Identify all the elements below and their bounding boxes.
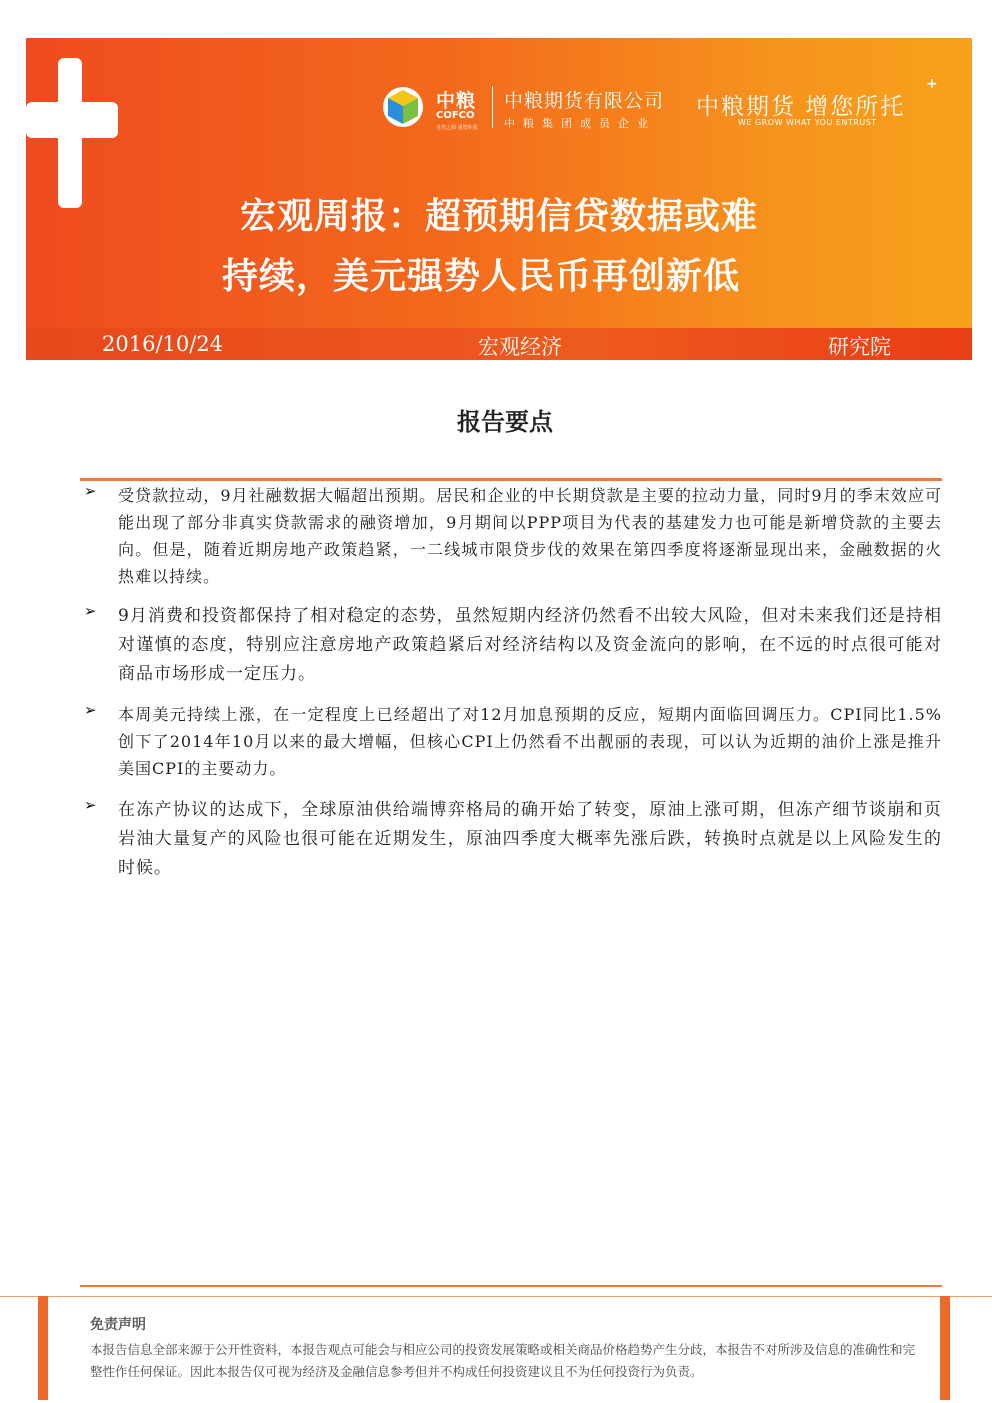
- report-title-line-2: 持续，美元强势人民币再创新低: [222, 255, 741, 297]
- disclaimer-title: 免责声明: [90, 1317, 146, 1333]
- footer-bar-right: [940, 1296, 950, 1400]
- plus-decoration-horizontal: [26, 102, 118, 138]
- section-title: 报告要点: [457, 407, 553, 436]
- report-category: 宏观经济: [478, 335, 562, 359]
- arrow-bullet-icon: ➢: [84, 482, 97, 500]
- logo-text-cn: 中粮: [436, 90, 477, 112]
- divider-bottom: [80, 1285, 942, 1287]
- list-item-text: 在冻产协议的达成下，全球原油供给端博弈格局的确开始了转变，原油上涨可期，但冻产细节谈崩和页岩油大量复产的风险也很可能在近期发生，原油四季度大概率先涨后跌，转换时点就是以上风险发生的时候。: [118, 800, 942, 878]
- list-item-text: 受贷款拉动，9月社融数据大幅超出预期。居民和企业的中长期贷款是主要的拉动力量，同时9月的季末效应可能出现了部分非真实贷款需求的融资增加，9月期间以PPP项目为代表的基建发力也可能是新增贷款的主要去向。但是，随着近期房地产政策趋紧，一二线城市限贷步伐的效果在第四季度将逐渐显现出来，金融数据的火热难以持续。: [118, 486, 942, 586]
- report-department: 研究院: [828, 335, 891, 359]
- arrow-bullet-icon: ➢: [84, 796, 97, 814]
- logo-text-en: COFCO: [436, 110, 475, 121]
- report-title-line-1: 宏观周报：超预期信贷数据或难: [240, 195, 759, 237]
- list-item: [80, 796, 942, 883]
- slogan-en: WE GROW WHAT YOU ENTRUST: [738, 118, 877, 127]
- list-item-text: 本周美元持续上涨，在一定程度上已经超出了对12月加息预期的反应，短期内面临回调压力。CPI同比1.5%创下了2014年10月以来的最大增幅，但核心CPI上仍然看不出靓丽的表现，可以认为近期的油价上涨是推升美国CPI的主要动力。: [118, 705, 942, 778]
- divider-top: [80, 478, 942, 481]
- header-banner: [26, 38, 972, 328]
- list-item: [80, 482, 942, 590]
- list-item: [80, 602, 942, 689]
- logo-divider: [492, 86, 493, 128]
- cofco-logo-icon: [382, 86, 424, 128]
- slogan-plus-mark: +: [926, 76, 938, 92]
- list-item: [80, 701, 942, 782]
- footer-bar-left: [38, 1296, 48, 1400]
- slogan-cn: 中粮期货 增您所托: [696, 94, 906, 120]
- logo-tagline: 自然之源 重塑你我: [436, 125, 478, 131]
- report-date: 2016/10/24: [102, 332, 224, 356]
- arrow-bullet-icon: ➢: [84, 602, 97, 620]
- disclaimer-text: 本报告信息全部来源于公开性资料，本报告观点可能会与相应公司的投资发展策略或相关商品价格趋势产生分歧，本报告不对所涉及信息的准确性和完整性作任何保证。因此本报告仅可视为经济及金融信息参考但并不构成任何投资建议且不为任何投资行为负责。: [90, 1342, 916, 1379]
- footer-line: [0, 1296, 992, 1297]
- key-points-list: [80, 482, 942, 883]
- meta-bar: [26, 328, 972, 360]
- arrow-bullet-icon: ➢: [84, 701, 97, 719]
- list-item-text: 9月消费和投资都保持了相对稳定的态势，虽然短期内经济仍然看不出较大风险，但对未来我们还是持相对谨慎的态度，特别应注意房地产政策趋紧后对经济结构以及资金流向的影响，在不远的时点很可能对商品市场形成一定压力。: [118, 606, 942, 684]
- company-subtitle: 中粮集团成员企业: [504, 117, 656, 130]
- company-name: 中粮期货有限公司: [504, 90, 665, 112]
